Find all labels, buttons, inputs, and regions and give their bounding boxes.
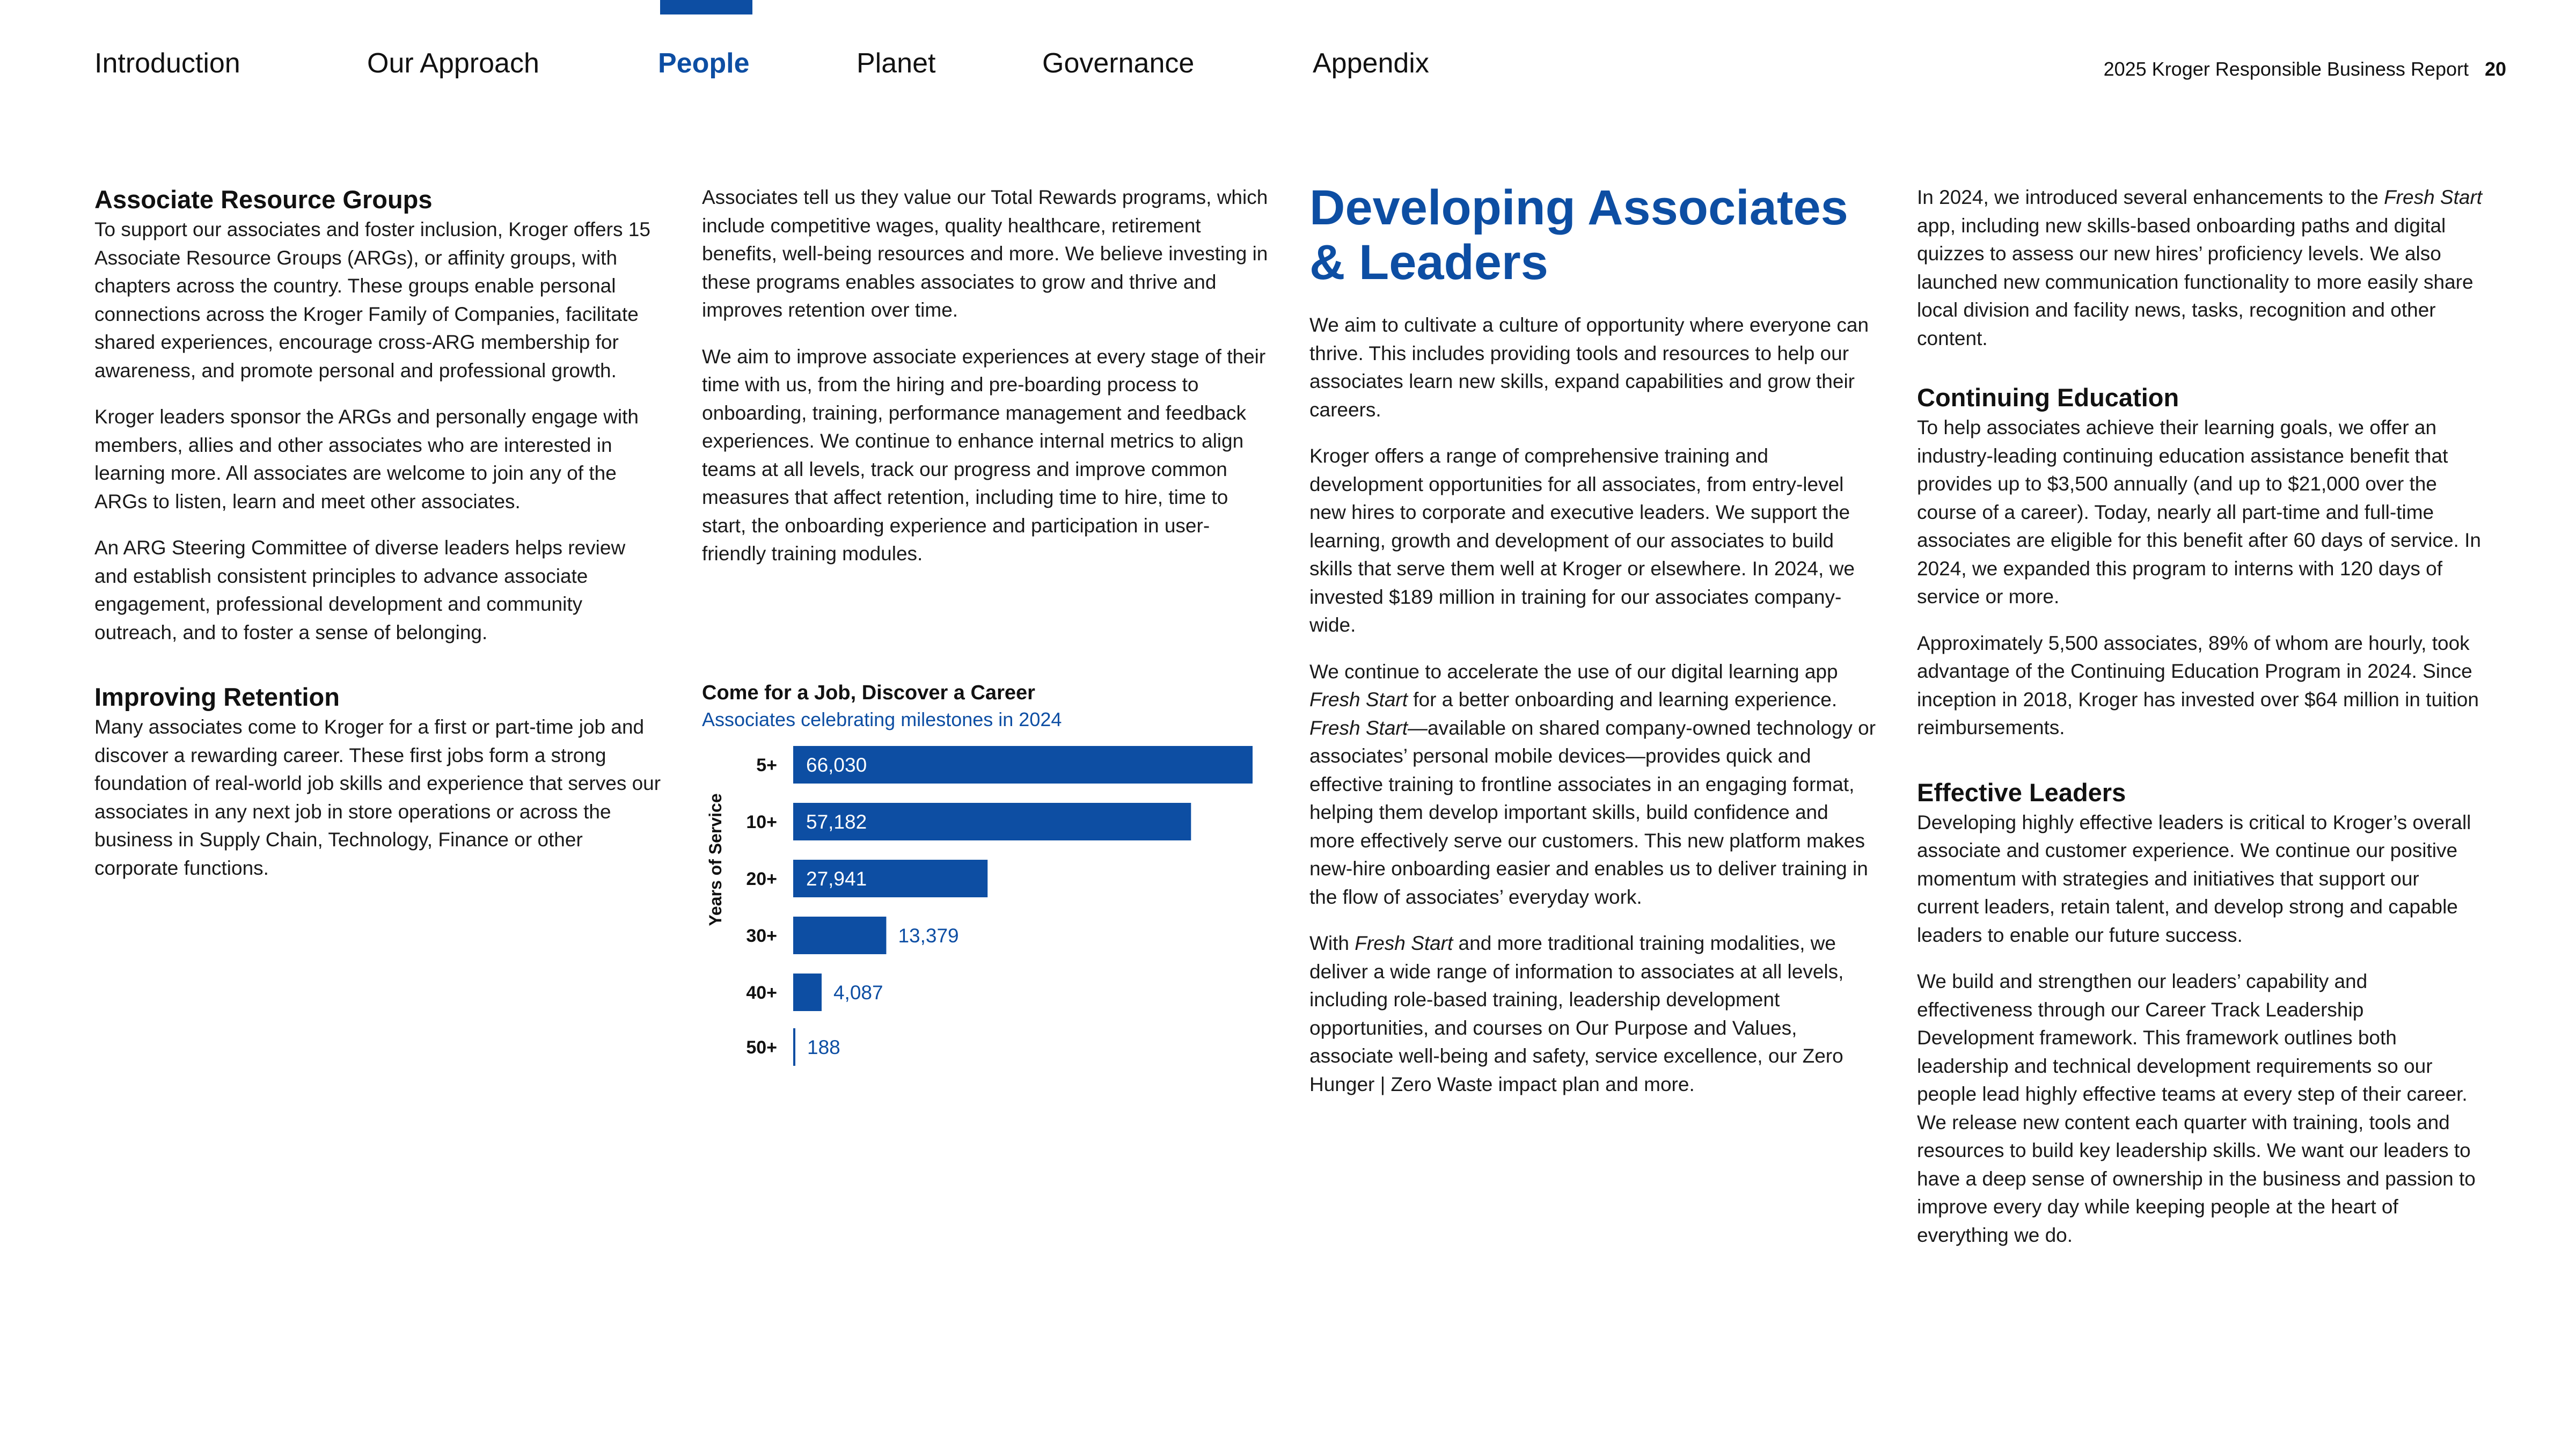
fresh-start-app-name: Fresh Start: [1309, 716, 1408, 739]
active-tab-indicator: [660, 0, 752, 14]
arg-heading: Associate Resource Groups: [94, 185, 433, 214]
nav-governance[interactable]: Governance: [1042, 48, 1195, 79]
category-label: 40+: [746, 983, 777, 1003]
column-2: [702, 184, 1271, 587]
bar: [793, 1028, 795, 1066]
nav-our-approach[interactable]: Our Approach: [367, 48, 539, 79]
continuing-education-heading: Continuing Education: [1917, 383, 2179, 412]
column-3: [1309, 180, 1878, 1117]
retention-heading: Improving Retention: [94, 683, 340, 711]
value-label: 57,182: [806, 811, 867, 833]
enhancements-paragraph: In 2024, we introduced several enhancements to the Fresh Start app, including new skills-based onboarding paths and digital quizzes to assess our new hires’ proficiency levels. We also launched new communication functionality to more easily share local division and facility news, tasks, recognition and other content.: [1917, 186, 2483, 349]
page-number: 20: [2484, 58, 2506, 80]
value-label: 66,030: [806, 754, 867, 776]
retention-paragraph-1: Many associates come to Kroger for a first or part-time job and discover a rewarding career. These first jobs form a strong foundation of real-world job skills and experience that serves our associates in any next job in store operations or across the business in Supply Chain, Technology, Finance or other corporate functions.: [94, 716, 661, 879]
category-label: 30+: [746, 926, 777, 946]
continuing-education-paragraph-1: To help associates achieve their learning goals, we offer an industry-leading continuing education assistance benefit that provides up to $3,500 annually (and up to $21,000 over the course of a career). Today, nearly all part-time and full-time associates are eligible for this benefit after 60 days of service. In 2024, we expanded this program to interns with 120 days of service or more.: [1917, 416, 2481, 608]
category-label: 5+: [756, 755, 777, 775]
value-label: 4,087: [833, 982, 883, 1004]
bar: [793, 917, 886, 954]
arg-paragraph-1: To support our associates and foster inclusion, Kroger offers 15 Associate Resource Groups (ARGs), or affinity groups, with chapters across the country. These groups enable personal connections across the Kroger Family of Companies, facilitate shared experiences, encourage cross-ARG membership for awareness, and promote personal and professional growth.: [94, 218, 650, 382]
column-4: [1917, 184, 2486, 1268]
arg-paragraph-3: An ARG Steering Committee of diverse leaders helps review and establish consistent principles to advance associate engagement, professional development and community outreach, and to foster a sense of belonging.: [94, 537, 626, 643]
value-label: 188: [807, 1036, 840, 1058]
nav-introduction[interactable]: Introduction: [94, 48, 240, 79]
fresh-start-app-name: Fresh Start: [1309, 689, 1408, 711]
training-paragraph: Kroger offers a range of comprehensive training and development opportunities for all associates, from entry-level new hires to corporate and executive leaders. We support the learning, growth and development of our associates to build skills that serve them well at Kroger or elsewhere. In 2024, we invested $189 million in training for our associates company-wide.: [1309, 445, 1855, 636]
value-label: 13,379: [898, 925, 959, 947]
title-line-2: & Leaders: [1309, 235, 1548, 290]
arg-paragraph-2: Kroger leaders sponsor the ARGs and personally engage with members, allies and other associates who are interested in learning more. All associates are welcome to join any of the ARGs to listen, learn and meet other associates.: [94, 406, 639, 513]
category-label: 20+: [746, 869, 777, 889]
value-label: 27,941: [806, 868, 867, 890]
nav-people[interactable]: People: [658, 48, 750, 79]
column-1: [94, 184, 663, 901]
continuing-education-paragraph-2: Approximately 5,500 associates, 89% of whom are hourly, took advantage of the Continuing Education Program in 2024. Since inception in 2018, Kroger has invested over $64 million in tuition reimbursements.: [1917, 632, 2479, 738]
fresh-start-paragraph: We continue to accelerate the use of our digital learning app Fresh Start for a better onboarding and learning experience. Fresh Start—available on shared company-owned technology or associates’ personal mobile devices—provides quick and effective training to frontline associates in an engaging format, helping them develop important skills, build confidence and more effectively serve our customers. This new platform makes new-hire onboarding easier and enables us to deliver training in the flow of associates’ everyday work.: [1309, 660, 1876, 908]
nav-planet[interactable]: Planet: [857, 48, 936, 79]
effective-leaders-paragraph-2: We build and strengthen our leaders’ capability and effectiveness through our Career Track Leadership Development framework. This framework outlines both leadership and technical development requirements so our people lead highly effective teams at every step of their career. We release new content each quarter with training, tools and resources to build key leadership skills. We want our leaders to have a deep sense of ownership in the business and passion to improve every day while keeping people at the heart of everything we do.: [1917, 970, 2476, 1246]
associate-experience-paragraph: We aim to improve associate experiences at every stage of their time with us, from the hiring and pre-boarding process to onboarding, training, performance management and feedback experiences. We continue to enhance internal metrics to align teams at all levels, track our progress and improve common measures that affect retention, including time to hire, time to start, the onboarding experience and participation in user-friendly training modules.: [702, 345, 1266, 565]
nav-appendix[interactable]: Appendix: [1313, 48, 1429, 79]
culture-paragraph: We aim to cultivate a culture of opportunity where everyone can thrive. This includes providing tools and resources to help our associates learn new skills, expand capabilities and grow their careers.: [1309, 314, 1869, 421]
title-line-1: Developing Associates: [1309, 180, 1848, 235]
modalities-paragraph: With Fresh Start and more traditional training modalities, we deliver a wide range of information to associates at all levels, including role-based training, leadership development opportunities, and courses on Our Purpose and Values, associate well-being and safety, service excellence, our Zero Hunger | Zero Waste impact plan and more.: [1309, 932, 1844, 1095]
total-rewards-paragraph: Associates tell us they value our Total Rewards programs, which include competitive wages, quality healthcare, retirement benefits, well-being resources and more. We believe investing in these programs enables associates to grow and thrive and improves retention over time.: [702, 186, 1268, 321]
chart-subtitle: Associates celebrating milestones in 2024: [702, 708, 1062, 730]
milestones-chart: [702, 682, 1271, 1089]
developing-associates-title: [1309, 180, 1878, 290]
bar-chart-plot: [702, 735, 1271, 1068]
category-label: 50+: [746, 1037, 777, 1058]
effective-leaders-paragraph-1: Developing highly effective leaders is critical to Kroger’s overall associate and customer experience. We continue our positive momentum with strategies and initiatives that support our current leaders, retain talent, and develop strong and capable leaders to enable our future success.: [1917, 811, 2471, 946]
fresh-start-app-name: Fresh Start: [2384, 186, 2483, 208]
effective-leaders-heading: Effective Leaders: [1917, 778, 2126, 807]
y-axis-label: Years of Service: [706, 793, 725, 926]
chart-title: Come for a Job, Discover a Career: [702, 682, 1035, 704]
fresh-start-app-name: Fresh Start: [1355, 932, 1453, 954]
category-label: 10+: [746, 812, 777, 832]
report-title: 2025 Kroger Responsible Business Report: [2103, 58, 2469, 80]
bar: [793, 974, 822, 1011]
